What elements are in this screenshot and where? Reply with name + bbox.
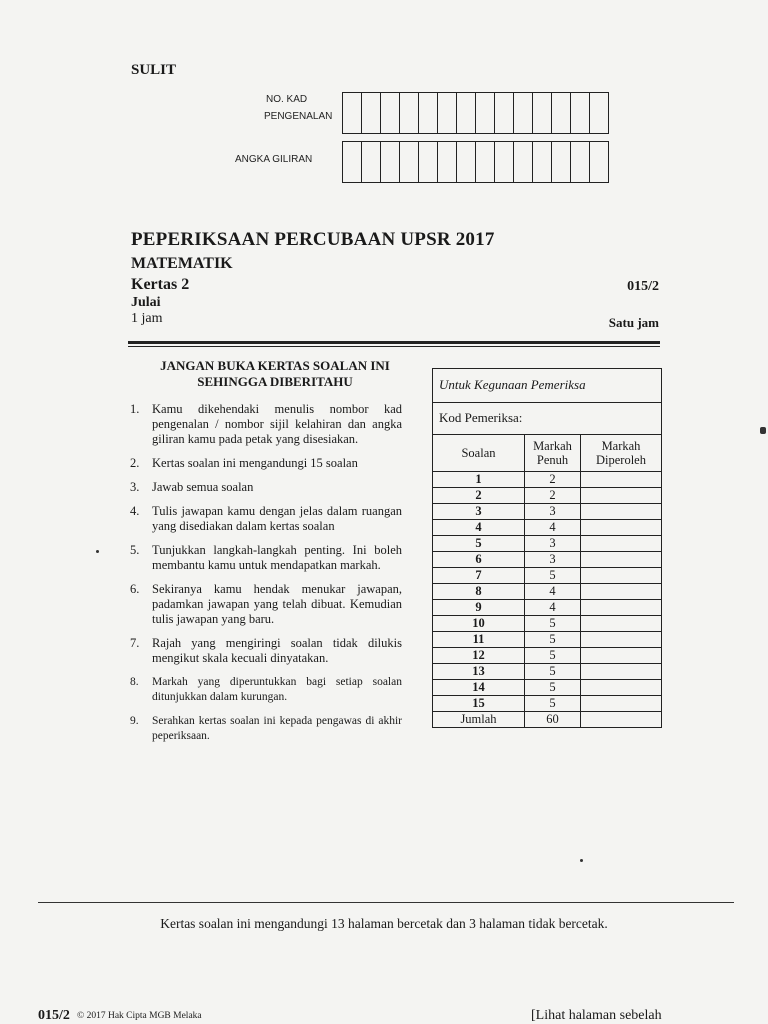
total-marks-cell: 60: [525, 712, 581, 728]
question-number-cell: 9: [433, 600, 525, 616]
question-number-cell: 11: [433, 632, 525, 648]
question-number-cell: 7: [433, 568, 525, 584]
scan-speck: [96, 550, 99, 553]
marks-obtained-cell[interactable]: [581, 648, 662, 664]
marks-obtained-cell[interactable]: [581, 632, 662, 648]
table-row: [433, 488, 661, 504]
full-marks-cell: 5: [525, 632, 581, 648]
instruction-item: [130, 402, 402, 447]
instruction-text: Sekiranya kamu hendak menukar jawapan, padamkan jawapan yang telah dibuat. Kemudian tulis jawapan yang baru.: [152, 582, 402, 626]
instruction-item: [130, 714, 402, 744]
question-number-cell: 3: [433, 504, 525, 520]
divider-thick: [128, 341, 660, 344]
marks-obtained-cell[interactable]: [581, 520, 662, 536]
instruction-text: Rajah yang mengiringi soalan tidak dilukis mengikut skala kecuali dinyatakan.: [152, 636, 402, 665]
examiner-marks-table: [432, 368, 662, 728]
instruction-text: Serahkan kertas soalan ini kepada pengawas di akhir peperiksaan.: [152, 715, 402, 742]
scan-speck: [760, 427, 766, 434]
instruction-text: Kertas soalan ini mengandungi 15 soalan: [152, 456, 358, 470]
footer-copyright: © 2017 Hak Cipta MGB Melaka: [77, 1011, 202, 1021]
marks-obtained-cell[interactable]: [581, 504, 662, 520]
instruction-item: [130, 504, 402, 534]
page-count-note: Kertas soalan ini mengandungi 13 halaman bercetak dan 3 halaman tidak bercetak.: [160, 916, 608, 931]
subject: MATEMATIK: [131, 255, 233, 272]
table-row: [433, 504, 661, 520]
table-row: [433, 520, 661, 536]
table-row: [433, 536, 661, 552]
roll-number-label: ANGKA GILIRAN: [235, 154, 313, 165]
warning-line1: JANGAN BUKA KERTAS SOALAN INI: [160, 358, 390, 373]
question-number-cell: 4: [433, 520, 525, 536]
total-obtained-cell[interactable]: [581, 712, 662, 728]
marks-obtained-cell[interactable]: [581, 488, 662, 504]
marks-obtained-cell[interactable]: [581, 696, 662, 712]
instruction-number: 3.: [130, 480, 140, 494]
question-number-cell: 5: [433, 536, 525, 552]
full-marks-cell: 4: [525, 584, 581, 600]
next-page-note: [Lihat halaman sebelah: [531, 1008, 662, 1023]
question-number-cell: 12: [433, 648, 525, 664]
question-number-cell: 2: [433, 488, 525, 504]
instruction-item: [130, 675, 402, 705]
table-row: [433, 664, 661, 680]
table-row: [433, 648, 661, 664]
marks-obtained-cell[interactable]: [581, 584, 662, 600]
id-card-label-line2: PENGENALAN: [264, 111, 333, 122]
instruction-text: Jawab semua soalan: [152, 480, 254, 494]
exam-title: PEPERIKSAAN PERCUBAAN UPSR 2017: [131, 229, 495, 250]
instruction-number: 4.: [130, 504, 140, 518]
instruction-item: [130, 480, 402, 495]
total-label-cell: Jumlah: [433, 712, 525, 728]
id-card-boxes[interactable]: [342, 92, 609, 134]
full-marks-label-line2: Penuh: [536, 453, 569, 467]
full-marks-cell: 3: [525, 552, 581, 568]
instruction-number: 5.: [130, 543, 140, 557]
instruction-text: Tunjukkan langkah-langkah penting. Ini boleh membantu kamu untuk mendapatkan markah.: [152, 543, 402, 572]
obtained-label-line2: Diperoleh: [596, 453, 646, 467]
column-header-marks-obtained: [581, 435, 662, 472]
question-number-cell: 6: [433, 552, 525, 568]
marks-obtained-cell[interactable]: [581, 536, 662, 552]
id-card-label-line1: NO. KAD: [266, 94, 308, 105]
marks-table-body: [433, 472, 661, 728]
bottom-divider: [38, 902, 734, 903]
column-header-full-marks: [525, 435, 581, 472]
column-header-question: Soalan: [433, 435, 525, 472]
question-number-cell: 10: [433, 616, 525, 632]
marks-obtained-cell[interactable]: [581, 680, 662, 696]
instruction-text: Kamu dikehendaki menulis nombor kad pengenalan / nombor sijil kelahiran dan angka giliran kamu pada petak yang disesiakan.: [152, 402, 402, 446]
table-row: [433, 680, 661, 696]
question-number-cell: 1: [433, 472, 525, 488]
instruction-text: Tulis jawapan kamu dengan jelas dalam ruangan yang disediakan dalam kertas soalan: [152, 504, 402, 533]
examiner-code-field[interactable]: Kod Pemeriksa:: [433, 403, 661, 435]
examiner-heading: Untuk Kegunaan Pemeriksa: [433, 369, 661, 403]
table-row: [433, 568, 661, 584]
warning-line2: SEHINGGA DIBERITAHU: [197, 374, 353, 389]
obtained-label-line1: Markah: [601, 439, 641, 453]
instruction-number: 2.: [130, 456, 140, 470]
full-marks-cell: 4: [525, 520, 581, 536]
full-marks-cell: 2: [525, 488, 581, 504]
full-marks-cell: 5: [525, 664, 581, 680]
total-row: [433, 712, 661, 728]
paper-code: 015/2: [627, 279, 659, 294]
full-marks-cell: 3: [525, 536, 581, 552]
table-row: [433, 600, 661, 616]
instruction-text: Markah yang diperuntukkan bagi setiap soalan ditunjukkan dalam kurungan.: [152, 676, 402, 703]
full-marks-cell: 5: [525, 568, 581, 584]
footer-paper-code: 015/2: [38, 1008, 70, 1023]
marks-obtained-cell[interactable]: [581, 552, 662, 568]
question-number-cell: 8: [433, 584, 525, 600]
marks-obtained-cell[interactable]: [581, 664, 662, 680]
table-row: [433, 616, 661, 632]
exam-month: Julai: [131, 295, 161, 310]
marks-obtained-cell[interactable]: [581, 568, 662, 584]
duration-words: Satu jam: [608, 315, 659, 330]
full-marks-label-line1: Markah: [533, 439, 572, 453]
instruction-item: [130, 543, 402, 573]
instruction-number: 8.: [130, 676, 139, 688]
instruction-item: [130, 636, 402, 666]
classification-label: SULIT: [131, 62, 177, 78]
do-not-open-warning: [130, 358, 420, 390]
paper-number: Kertas 2: [131, 276, 190, 293]
full-marks-cell: 2: [525, 472, 581, 488]
table-row: [433, 472, 661, 488]
instruction-item: [130, 456, 402, 471]
instruction-number: 1.: [130, 402, 140, 416]
marks-table: [433, 435, 661, 727]
question-number-cell: 13: [433, 664, 525, 680]
full-marks-cell: 5: [525, 648, 581, 664]
divider-thin: [128, 346, 660, 347]
full-marks-cell: 4: [525, 600, 581, 616]
full-marks-cell: 5: [525, 616, 581, 632]
roll-number-boxes[interactable]: [342, 141, 609, 183]
instruction-number: 6.: [130, 582, 140, 596]
full-marks-cell: 3: [525, 504, 581, 520]
table-row: [433, 584, 661, 600]
instruction-number: 9.: [130, 715, 139, 727]
instruction-item: [130, 582, 402, 627]
table-row: [433, 632, 661, 648]
scan-speck: [580, 859, 583, 862]
duration: 1 jam: [131, 311, 163, 326]
table-row: [433, 696, 661, 712]
question-number-cell: 14: [433, 680, 525, 696]
question-number-cell: 15: [433, 696, 525, 712]
marks-obtained-cell[interactable]: [581, 472, 662, 488]
instruction-number: 7.: [130, 636, 140, 650]
table-row: [433, 552, 661, 568]
full-marks-cell: 5: [525, 680, 581, 696]
marks-obtained-cell[interactable]: [581, 600, 662, 616]
full-marks-cell: 5: [525, 696, 581, 712]
marks-obtained-cell[interactable]: [581, 616, 662, 632]
instructions-list: [130, 402, 402, 753]
